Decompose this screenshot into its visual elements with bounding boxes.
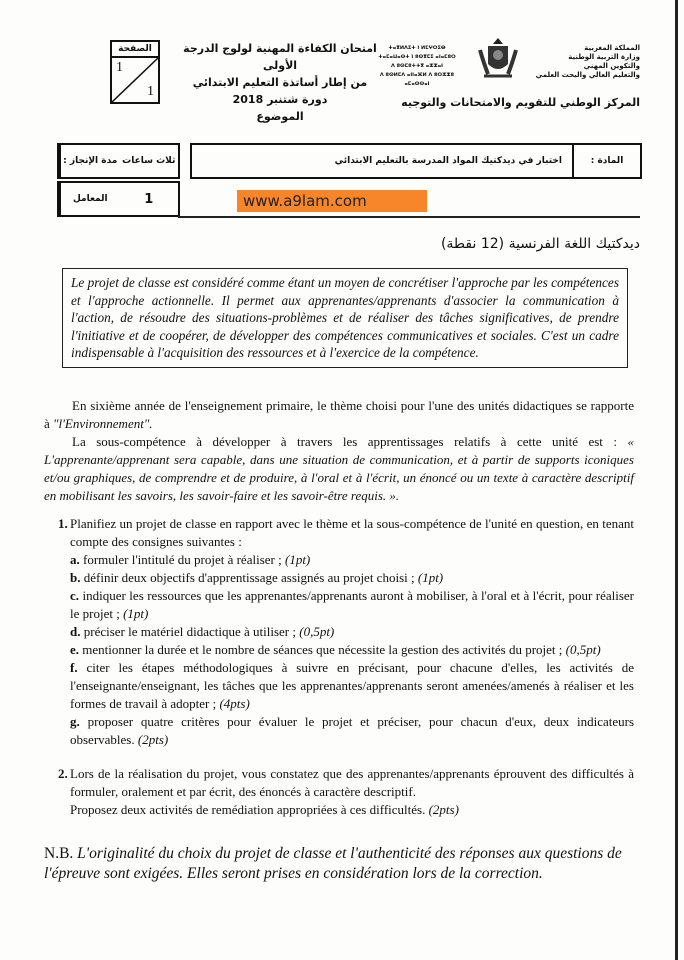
question-1 <box>54 515 634 551</box>
item-letter: f. <box>70 660 78 675</box>
subcompetence-intro: La sous-compétence à développer à travers les apprentissages relatifs à cette unité est : <box>72 434 617 449</box>
quote-box: Le projet de classe est considéré comme étant un moyen de concrétiser l'approche par les compétences et l'approche actionnelle. Il permet aux apprenantes/apprenants d'associer la communication à l'action, de résoudre des situations-problèmes et de réaliser des tâches significatives, de prendre l'initiative et de coopérer, de développer des compétences communicatives et sociales. C'est un cadre indispensable à l'acquisition des ressources et à l'exercice de la compétence. <box>62 268 628 368</box>
item-text: définir deux objectifs d'apprentissage assignés au projet choisi ; <box>83 570 415 585</box>
question-text: Lors de la réalisation du projet, vous constatez que des apprenantes/apprenants éprouvent des difficultés à formuler, oralement et par écrit, des énoncés à caractère descriptif. <box>70 766 634 799</box>
note-block <box>44 844 640 884</box>
exam-session: دورة شتنبر 2018 <box>232 93 328 106</box>
question-text: Proposez deux activités de remédiation appropriées à ces difficultés. <box>70 802 426 817</box>
header-divider <box>178 216 640 218</box>
exam-title-line: من إطار أساتذة التعليم الابتدائي <box>192 76 368 89</box>
question-number: 2. <box>58 766 68 781</box>
item-letter: d. <box>70 624 81 639</box>
item-points: (0,5pt) <box>565 642 601 657</box>
item-letter: c. <box>70 588 80 603</box>
subcompetence-paragraph <box>44 433 634 505</box>
question-number: 1. <box>58 516 68 531</box>
item-letter: b. <box>70 570 81 585</box>
item-text: préciser le matériel didactique à utiliser ; <box>83 624 296 639</box>
page-current: 1 <box>116 60 123 75</box>
question-item <box>44 659 634 713</box>
page-total: 1 <box>147 84 154 99</box>
coefficient-label: المعامل <box>59 183 120 215</box>
tifinagh-line: ⵜⴰⵎⴰⵡⴰⵙⵜ ⵏ ⵓⵙⴳⵎⵉ ⴰⵏⴰⵎⵓⵔ <box>378 54 456 60</box>
item-text: mentionner la durée et le nombre de séances que nécessite la gestion des activités du projet ; <box>82 642 563 657</box>
ministry-name <box>525 44 640 80</box>
page-number-box <box>110 40 160 104</box>
subject-box <box>190 143 642 179</box>
duration-box <box>57 143 180 179</box>
item-points: (4pts) <box>219 696 250 711</box>
item-text: indiquer les ressources que les apprenantes/apprenants auront à mobiliser, à l'oral et à l'écrit, pour réaliser le projet ; <box>70 588 635 621</box>
exam-title-line: امتحان الكفاءة المهنية لولوج الدرجة الأولى <box>183 42 377 72</box>
exam-body <box>44 397 634 819</box>
item-points: (1pt) <box>284 552 311 567</box>
item-text: proposer quatre critères pour évaluer le projet et préciser, pour chacun d'eux, deux indicateurs observables. <box>70 714 635 747</box>
coefficient-value: 1 <box>144 191 154 207</box>
scan-edge <box>675 0 678 960</box>
question-item <box>44 569 634 587</box>
theme-text: "l'Environnement". <box>53 416 153 431</box>
question-2 <box>54 765 634 819</box>
moroccan-coat-of-arms-icon <box>478 36 518 82</box>
ministry-line: والتكوين المهني <box>583 62 640 70</box>
section-title: ديدكتيك اللغة الفرنسية (12 نقطة) <box>440 236 640 252</box>
item-points: (0,5pt) <box>299 624 335 639</box>
exam-subject-label: الموضوع <box>256 110 304 123</box>
subject-value: اختبار في ديدكتيك المواد المدرسة بالتعليم الابتدائي <box>192 145 574 177</box>
intro-paragraph <box>44 397 634 433</box>
item-points: (1pt) <box>123 606 149 621</box>
question-item <box>44 713 634 749</box>
page-label: الصفحة <box>112 42 158 58</box>
subject-label: المادة : <box>590 156 624 166</box>
question-item <box>44 587 634 623</box>
tifinagh-line: ⴷ ⵓⵙⵍⵎⴷ ⴰⵏⵏⴰⴼⵍ ⴷ ⵓⵔⵣⵣⵓ ⴰⵎⴰⵙⵙⴰⵏ <box>379 72 455 87</box>
tifinagh-line: ⵜⴰⴳⵍⴷⵉⵜ ⵏ ⵍⵎⵖⵔⵉⴱ <box>388 45 446 51</box>
item-letter: a. <box>70 552 80 567</box>
ministry-line: المملكة المغربية <box>584 44 640 52</box>
website-watermark-link[interactable]: www.a9lam.com <box>237 190 427 212</box>
ministry-line: وزارة التربية الوطنية <box>568 53 640 61</box>
ministry-line: والتعليم العالي والبحث العلمي <box>535 71 640 79</box>
note-text: L'originalité du choix du projet de classe et l'authenticité des réponses aux questions de l'épreuve sont exigées. Elles seront prises en considération lors de la correction. <box>44 845 622 882</box>
item-text: citer les étapes méthodologiques à suivre en précisant, pour chacune d'elles, les activités de l'enseignante/enseignant, les tâches que les apprenantes/apprenants seront amenées/amenés à réaliser et les formes de travail à adopter ; <box>70 660 635 711</box>
duration-label: مدة الإنجاز : <box>59 145 120 177</box>
exam-center-name: المركز الوطني للتقويم والامتحانات والتوجيه <box>401 96 640 109</box>
subcompetence-quote: « L'apprenante/apprenant sera capable, dans une situation de communication, et à partir de supports iconiques et/ou graphiques, de comprendre et de produire, à l'oral et à l'écrit, un énoncé ou un texte à caractère descriptif en mobilisant les savoirs, les savoir-faire et les savoir-être requis. ». <box>44 434 634 503</box>
item-points: (2pts) <box>137 732 169 747</box>
duration-value: ثلاث ساعات <box>122 156 176 166</box>
item-text: formuler l'intitulé du projet à réaliser ; <box>83 552 282 567</box>
tifinagh-line: ⴷ ⵓⵙⵎⵓⵜⵜⴳ ⴰⵣⵣⴰⵏ <box>390 63 444 69</box>
item-letter: e. <box>70 642 80 657</box>
tifinagh-ministry-text <box>372 44 462 89</box>
question-item <box>44 641 634 659</box>
question-item <box>44 551 634 569</box>
question-text: Planifiez un projet de classe en rapport avec le thème et la sous-compétence de l'unité en question, en tenant compte des consignes suivantes : <box>70 516 634 549</box>
item-letter: g. <box>70 714 80 729</box>
item-points: (1pt) <box>417 570 444 585</box>
exam-title <box>180 40 380 125</box>
question-item <box>44 623 634 641</box>
intro-text: En sixième année de l'enseignement primaire, le thème choisi pour l'une des unités didactiques se rapporte à <box>44 398 634 431</box>
coefficient-box <box>57 181 180 217</box>
question-points: (2pts) <box>428 802 459 817</box>
note-label: N.B. <box>44 845 74 862</box>
